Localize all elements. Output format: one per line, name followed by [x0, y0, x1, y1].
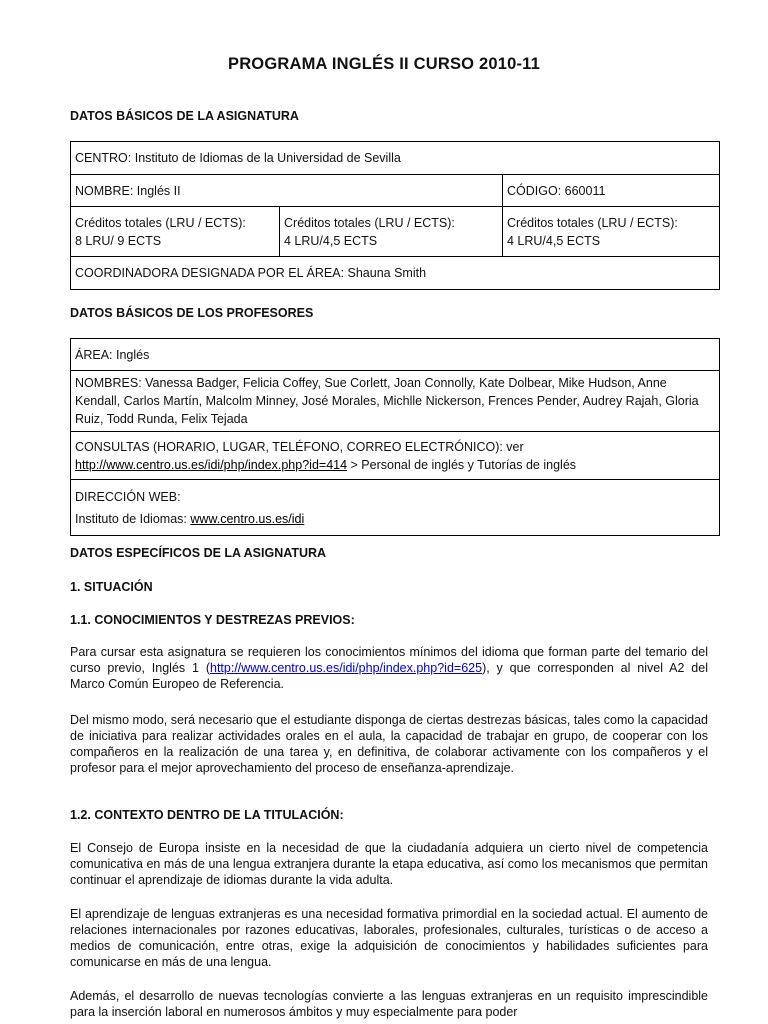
web-link[interactable]: www.centro.us.es/idi [190, 511, 305, 526]
web-cell [71, 480, 720, 536]
paragraph-destrezas: Del mismo modo, será necesario que el estudiante disponga de ciertas destrezas básicas, tales como la capacidad de iniciativa para realizar actividades orales en el aula, la capacidad de trabajar en grupo, de cooperar con los compañeros en la realización de una tarea y, en definitiva, de colaborar activamente con los compañeros y el profesor para el mejor aprovechamiento del proceso de enseñanza-aprendizaje. [70, 713, 708, 775]
creditos-label-2: Créditos totales (LRU / ECTS): [284, 215, 455, 230]
paragraph-tecnologias: Además, el desarrollo de nuevas tecnologías convierte a las lenguas extranjeras en un requisito imprescindible para la inserción laboral en numerosos ámbitos y muy especialmente para poder [70, 989, 708, 1019]
creditos-label-3: Créditos totales (LRU / ECTS): [507, 215, 678, 230]
profesores-table [70, 338, 720, 536]
creditos-label-1: Créditos totales (LRU / ECTS): [75, 215, 246, 230]
web-label: DIRECCIÓN WEB: [75, 489, 181, 504]
consultas-cell [71, 432, 720, 480]
area-cell: ÁREA: Inglés [71, 339, 720, 371]
section-heading-especificos: DATOS ESPECÍFICOS DE LA ASIGNATURA [70, 546, 327, 560]
creditos-value-3: 4 LRU/4,5 ECTS [507, 233, 601, 248]
creditos-cell-2 [280, 207, 503, 257]
asignatura-table [70, 141, 720, 290]
nombres-cell: NOMBRES: Vanessa Badger, Felicia Coffey, Sue Corlett, Joan Connolly, Kate Dolbear, Mike Hudson, Anne Kendall, Carlos Martín, Malcolm Minney, José Morales, Michlle Nickerson, Frences Pender, Audrey Rajah, Gloria Ruiz, Todd Runda, Felix Tejada [71, 371, 720, 432]
consultas-label: CONSULTAS (HORARIO, LUGAR, TELÉFONO, CORREO ELECTRÓNICO): ver [75, 439, 524, 454]
creditos-cell-1 [71, 207, 280, 257]
consultas-link[interactable]: http://www.centro.us.es/idi/php/index.php?id=414 [75, 457, 348, 472]
centro-cell: CENTRO: Instituto de Idiomas de la Universidad de Sevilla [71, 142, 720, 175]
document-title: PROGRAMA INGLÉS II CURSO 2010-11 [227, 55, 541, 73]
section-heading-profesores: DATOS BÁSICOS DE LOS PROFESORES [70, 306, 314, 320]
web-prefix: Instituto de Idiomas: [75, 511, 191, 526]
heading-conocimientos: 1.1. CONOCIMIENTOS Y DESTREZAS PREVIOS: [70, 613, 355, 627]
paragraph-aprendizaje: El aprendizaje de lenguas extranjeras es una necesidad formativa primordial en la sociedad actual. El aumento de relaciones internacionales por razones educativas, laborales, profesionales, culturales, turísticas o de acceso a medios de comunicación, entre otras, exige la adquisición de conocimientos y habilidades suficientes para comunicarse en más de una lengua. [70, 907, 708, 969]
creditos-value-1: 8 LRU/ 9 ECTS [75, 233, 162, 248]
codigo-cell: CÓDIGO: 660011 [503, 175, 720, 207]
nombre-cell: NOMBRE: Inglés II [71, 175, 503, 207]
p1-link[interactable]: http://www.centro.us.es/idi/php/index.php?id=625 [210, 661, 483, 675]
coordinadora-cell: COORDINADORA DESIGNADA POR EL ÁREA: Shauna Smith [71, 257, 720, 290]
p1-text-b: ), y que corresponden al nivel A2 del Marco Común Europeo de Referencia. [70, 661, 708, 691]
heading-situacion: 1. SITUACIÓN [70, 580, 153, 594]
section-heading-asignatura: DATOS BÁSICOS DE LA ASIGNATURA [70, 109, 299, 123]
p1-text-a: Para cursar esta asignatura se requieren los conocimientos mínimos del idioma que forman parte del temario del curso previo, Inglés 1 ( [70, 645, 708, 675]
paragraph-conocimientos [70, 644, 708, 692]
creditos-value-2: 4 LRU/4,5 ECTS [284, 233, 378, 248]
paragraph-consejo-europa: El Consejo de Europa insiste en la necesidad de que la ciudadanía adquiera un cierto nivel de competencia comunicativa en más de una lengua extranjera durante la etapa educativa, así como los mecanismos que permitan continuar el aprendizaje de idiomas durante la vida adulta. [70, 841, 708, 887]
consultas-tail: > Personal de inglés y Tutorías de inglés [347, 457, 577, 472]
creditos-cell-3 [503, 207, 720, 257]
heading-contexto: 1.2. CONTEXTO DENTRO DE LA TITULACIÓN: [70, 808, 344, 822]
